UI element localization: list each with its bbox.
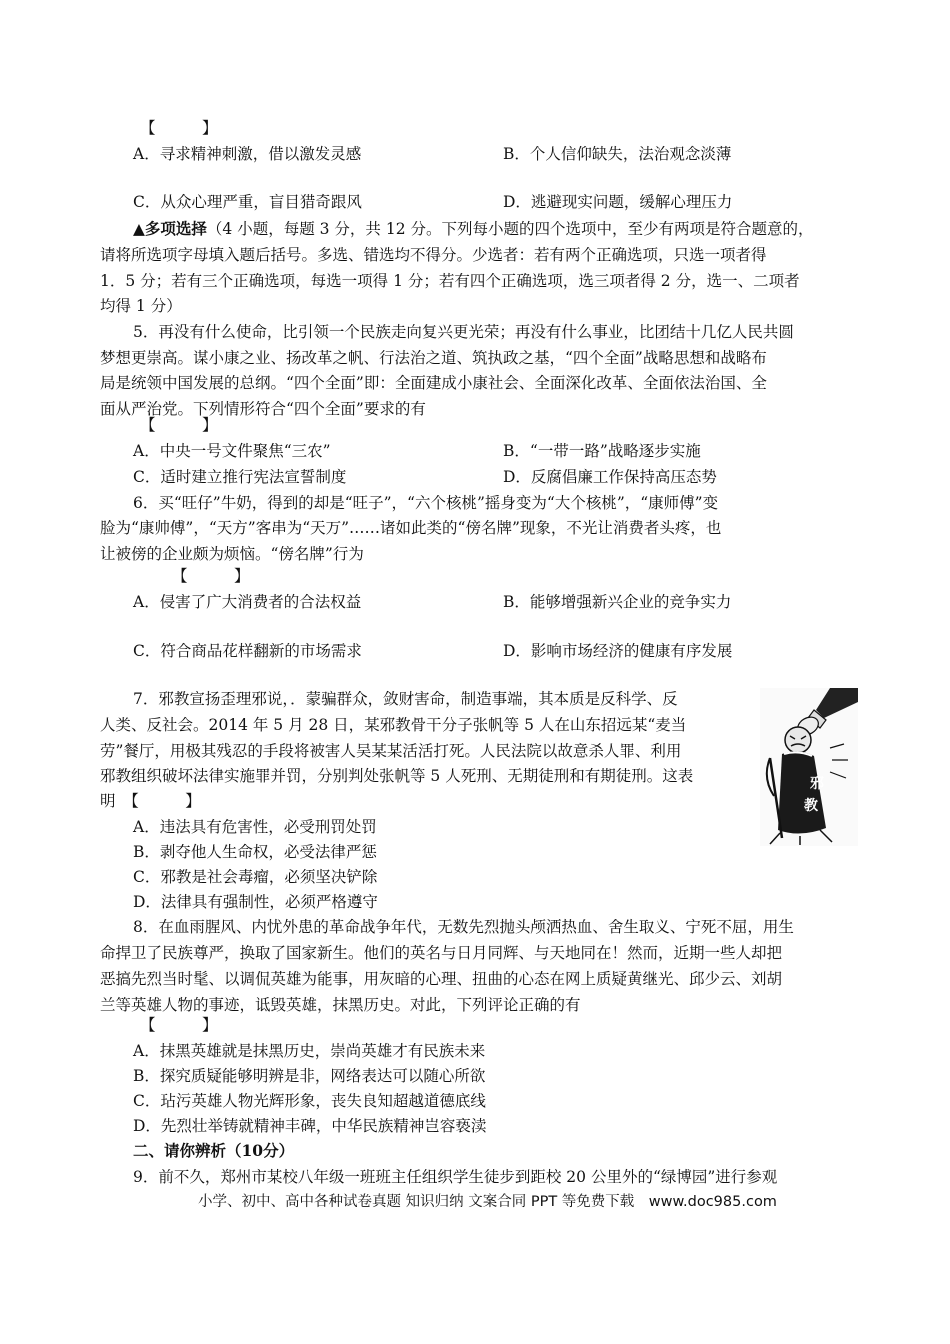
- q6-line-2: 让被傍的企业颇为烦恼。“傍名牌”行为: [100, 545, 364, 563]
- q8-option-b: B．探究质疑能够明辨是非，网络表达可以随心所欲: [133, 1067, 486, 1085]
- q7-option-b: B．剥夺他人生命权，必受法律严惩: [133, 843, 377, 861]
- q6-option-d: D．影响市场经济的健康有序发展: [503, 642, 733, 660]
- section-multi-intro-3: 均得 1 分）: [100, 297, 182, 315]
- q6-line-1: 脸为“康帅傅”，“天方”客串为“天万”……诸如此类的“傍名牌”现象，不光让消费者头疼，也: [100, 519, 722, 537]
- q8-option-c: C．玷污英雄人物光辉形象，丧失良知超越道德底线: [133, 1092, 486, 1110]
- q5-option-a: A．中央一号文件聚焦“三农”: [133, 442, 331, 460]
- q5-bracket: 【 】: [140, 416, 218, 434]
- section-multi-intro-2: 1．5 分；若有三个正确选项，每选一项得 1 分；若有四个正确选项，选三项者得 2 分，选一、二项者: [100, 272, 800, 290]
- q7-line-2: 劳”餐厅，用极其残忍的手段将被害人吴某某活活打死。人民法院以故意杀人罪、利用: [100, 742, 682, 760]
- q7-option-d: D．法律具有强制性，必须严格遵守: [133, 893, 378, 911]
- cartoon-char-2: 教: [804, 798, 818, 814]
- q5-option-c: C．适时建立推行宪法宣誓制度: [133, 468, 347, 486]
- q6-option-b: B．能够增强新兴企业的竞争实力: [503, 593, 732, 611]
- q5-option-b: B．“一带一路”战略逐步实施: [503, 442, 701, 460]
- section-multi-heading: [133, 218, 814, 240]
- q5-line-1: 梦想更崇高。谋小康之业、扬改革之帆、行法治之道、筑执政之基，“四个全面”战略思想和战略布: [100, 349, 767, 367]
- section-2-title: 二、请你辨析（10分）: [133, 1141, 295, 1160]
- q5-line-2: 局是统领中国发展的总纲。“四个全面”即：全面建成小康社会、全面深化改革、全面依法治国、全: [100, 374, 767, 392]
- q6-option-c: C．符合商品花样翻新的市场需求: [133, 642, 362, 660]
- q4-option-a: A．寻求精神刺激，借以激发灵感: [133, 145, 362, 163]
- q7-option-c: C．邪教是社会毒瘤，必须坚决铲除: [133, 868, 378, 886]
- q8-bracket: 【 】: [140, 1016, 218, 1034]
- q4-option-c: C．从众心理严重，盲目猎奇跟风: [133, 193, 362, 211]
- q8-line-0: 8．在血雨腥风、内忧外患的革命战争年代，无数先烈抛头颅洒热血、舍生取义、宁死不屈，用生: [133, 918, 794, 936]
- q7-line-3: 邪教组织破坏法律实施罪并罚，分别判处张帆等 5 人死刑、无期徒刑和有期徒刑。这表: [100, 767, 694, 785]
- q8-line-3: 兰等英雄人物的事迹，诋毁英雄，抹黑历史。对此，下列评论正确的有: [100, 996, 581, 1014]
- q5-line-0: 5．再没有什么使命，比引领一个民族走向复兴更光荣；再没有什么事业，比团结十几亿人民共圆: [133, 323, 794, 341]
- section-multi-intro-1: 请将所选项字母填入题后括号。多选、错选均不得分。少选者：若有两个正确选项，只选一项者得: [100, 246, 767, 264]
- section-multi-title: ▲多项选择: [133, 219, 207, 238]
- q8-line-1: 命捍卫了民族尊严，换取了国家新生。他们的英名与日月同辉、与天地同在！然而，近期一些人却把: [100, 944, 783, 962]
- q7-option-a: A．违法具有危害性，必受刑罚处罚: [133, 818, 377, 836]
- q7-line-1: 人类、反社会。2014 年 5 月 28 日，某邪教骨干分子张帆等 5 人在山东招远某“麦当: [100, 716, 687, 734]
- q6-option-a: A．侵害了广大消费者的合法权益: [133, 593, 362, 611]
- q4-option-d: D．逃避现实问题，缓解心理压力: [503, 193, 733, 211]
- q7-line-0: 7．邪教宣扬歪理邪说，．蒙骗群众，敛财害命，制造事端，其本质是反科学、反: [133, 690, 678, 708]
- q6-line-0: 6．买“旺仔”牛奶，得到的却是“旺子”，“六个核桃”摇身变为“大个核桃”，“康师傅”变: [133, 494, 719, 512]
- section-multi-intro-0: （4 小题，每题 3 分，共 12 分。下列每小题的四个选项中，至少有两项是符合题意的，: [206, 220, 814, 238]
- page-footer: 小学、初中、高中各种试卷真题 知识归纳 文案合同 PPT 等免费下载 www.doc985.com: [198, 1194, 777, 1210]
- cult-cartoon-image: [760, 688, 858, 846]
- q5-line-3: 面从严治党。下列情形符合“四个全面”要求的有: [100, 400, 426, 418]
- q7-line-4: 明 【 】: [100, 792, 201, 810]
- q8-line-2: 恶搞先烈当时髦、以调侃英雄为能事，用灰暗的心理、扭曲的心态在网上质疑黄继光、邱少云、刘胡: [100, 970, 783, 988]
- q9-line-0: 9．前不久，郑州市某校八年级一班班主任组织学生徒步到距校 20 公里外的“绿博园”进行参观: [133, 1168, 778, 1186]
- q4-bracket: 【 】: [140, 119, 218, 137]
- q5-option-d: D．反腐倡廉工作保持高压态势: [503, 468, 717, 486]
- q8-option-d: D．先烈壮举铸就精神丰碑，中华民族精神岂容亵渎: [133, 1117, 487, 1135]
- cartoon-char-1: 邪: [810, 776, 824, 792]
- q4-option-b: B．个人信仰缺失，法治观念淡薄: [503, 145, 732, 163]
- q8-option-a: A．抹黑英雄就是抹黑历史，崇尚英雄才有民族未来: [133, 1042, 486, 1060]
- q6-bracket: 【 】: [172, 567, 250, 585]
